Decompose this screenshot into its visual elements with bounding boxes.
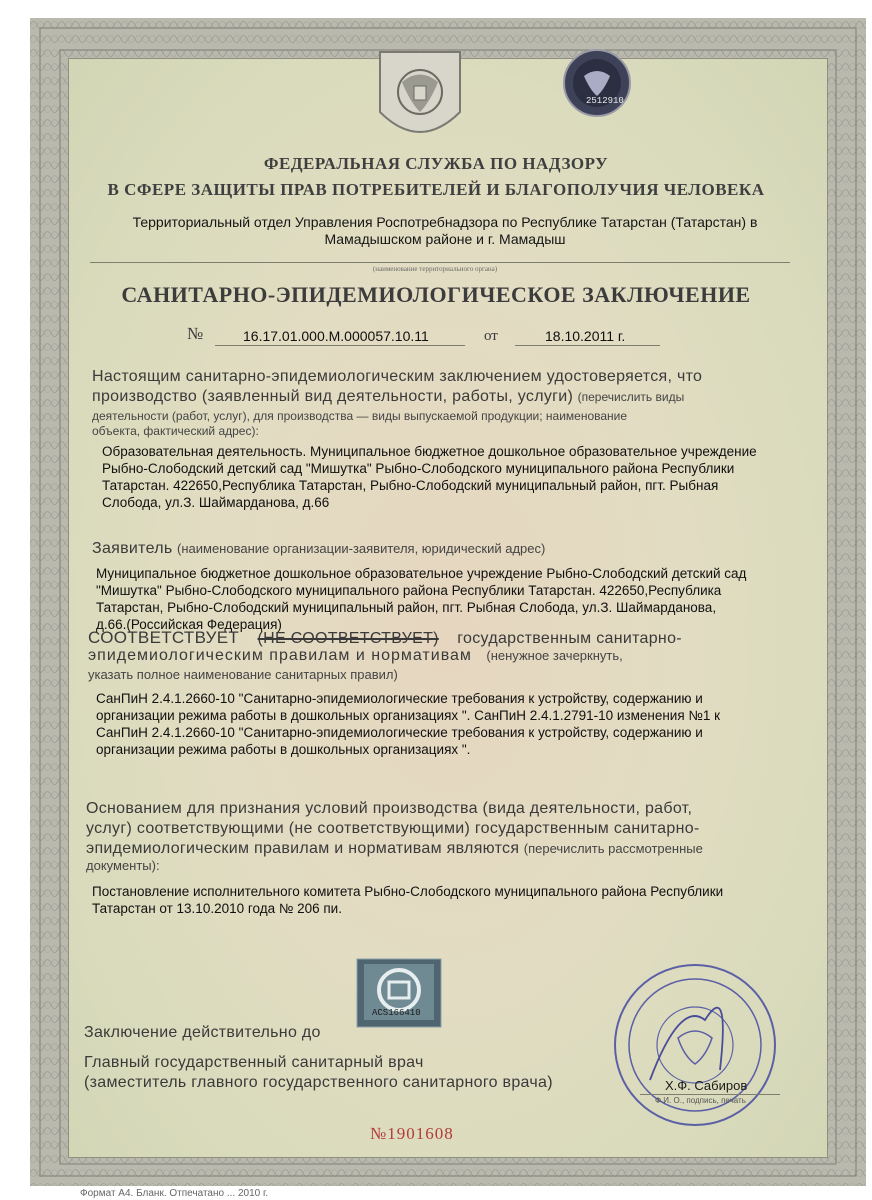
basis-doc-line-2: Татарстан от 13.10.2010 года № 206 пи.	[92, 901, 342, 916]
basis-line-3-note: (перечислить рассмотренные	[523, 841, 703, 856]
compliance-row	[88, 628, 682, 648]
activity-line-3: Татарстан. 422650,Республика Татарстан, Рыбно-Слободский муниципальный район, пгт. Рыбная	[102, 478, 719, 493]
date-underline	[515, 345, 660, 346]
applicant-label-note: (наименование организации-заявителя, юридический адрес)	[177, 541, 546, 556]
signer-caption: Ф.И. О., подпись, печать	[655, 1096, 746, 1105]
basis-line-1: Основанием для признания условий производства (вида деятельности, работ,	[86, 800, 693, 817]
serial-number: №1901608	[370, 1124, 454, 1143]
not-complies-struck: (НЕ СООТВЕТСТВУЕТ)	[257, 630, 439, 647]
hologram-sticker-code: ACS166410	[372, 1008, 421, 1018]
compliance-line-3: указать полное наименование санитарных правил)	[88, 667, 398, 682]
document-number: 16.17.01.000.М.000057.10.11	[243, 328, 429, 344]
doctor-line-2: (заместитель главного государственного санитарного врача)	[84, 1074, 553, 1091]
basis-line-4: документы):	[86, 858, 160, 873]
rules-line-3: СанПиН 2.4.1.2660-10 "Санитарно-эпидемиологические требования к устройству, содержанию и	[96, 725, 703, 740]
number-label: №	[187, 324, 204, 343]
certify-intro-line-2	[92, 388, 684, 406]
rules-line-4: организации режима работы в дошкольных организациях ".	[96, 742, 471, 757]
basis-doc-line-1: Постановление исполнительного комитета Рыбно-Слободского муниципального района Республики	[92, 884, 724, 899]
compliance-rest: государственным санитарно-	[457, 630, 682, 647]
compliance-line-2	[88, 647, 623, 665]
number-underline	[215, 345, 465, 346]
certify-intro-line-1: Настоящим санитарно-эпидемиологическим заключением удостоверяется, что	[92, 368, 703, 385]
activity-line-1: Образовательная деятельность. Муниципальное бюджетное дошкольное образовательное учреждение	[102, 444, 757, 459]
basis-line-3	[86, 840, 703, 858]
applicant-line-4: д.66.(Российская Федерация)	[96, 617, 282, 632]
compliance-line-2-note: (ненужное зачеркнуть,	[486, 648, 623, 663]
certify-intro-line-2-note: (перечислить виды	[577, 390, 685, 404]
applicant-label-row	[92, 540, 545, 558]
agency-line-2: В СФЕРЕ ЗАЩИТЫ ПРАВ ПОТРЕБИТЕЛЕЙ И БЛАГОПОЛУЧИЯ ЧЕЛОВЕКА	[107, 180, 765, 199]
doctor-line-1: Главный государственный санитарный врач	[84, 1054, 424, 1071]
territorial-underline	[90, 262, 790, 263]
rules-line-2: организации режима работы в дошкольных организациях ". СанПиН 2.4.1.2791-10 изменения №1 к	[96, 708, 721, 723]
applicant-line-3: Татарстан, Рыбно-Слободский муниципальный район, пгт. Рыбная Слобода, ул.З. Шаймарданова,	[96, 600, 717, 615]
applicant-label: Заявитель	[92, 540, 173, 557]
territorial-line-1: Территориальный отдел Управления Роспотребнадзора по Республике Татарстан (Татарстан) в	[132, 214, 758, 230]
activity-line-2: Рыбно-Слободский детский сад "Мишутка" Рыбно-Слободского муниципального района Республики	[102, 461, 735, 476]
document-date: 18.10.2011 г.	[545, 328, 626, 344]
bottom-strip: Формат А4. Бланк. Отпечатано ... 2010 г.	[80, 1188, 269, 1199]
russian-emblem-icon	[370, 42, 470, 152]
certify-intro-line-4: объекта, фактический адрес):	[92, 424, 259, 438]
complies-text: СООТВЕТСТВУЕТ	[88, 628, 240, 647]
territorial-caption: (наименование территориального органа)	[372, 265, 498, 273]
basis-line-3-main: эпидемиологическим правилам и нормативам являются	[86, 840, 520, 857]
applicant-line-2: "Мишутка" Рыбно-Слободского муниципального района Республики Татарстан. 422650,Республика	[96, 583, 722, 598]
signature-underline	[640, 1094, 780, 1095]
applicant-line-1: Муниципальное бюджетное дошкольное образовательное учреждение Рыбно-Слободский детский сад	[96, 566, 747, 581]
valid-until-label: Заключение действительно до	[84, 1024, 321, 1041]
signer-name: Х.Ф. Сабиров	[665, 1078, 748, 1093]
territorial-line-2: Мамадышском районе и г. Мамадыш	[324, 231, 566, 247]
certify-intro-line-2-main: производство (заявленный вид деятельности, работы, услуги)	[92, 388, 574, 405]
document-title: САНИТАРНО-ЭПИДЕМИОЛОГИЧЕСКОЕ ЗАКЛЮЧЕНИЕ	[121, 282, 751, 307]
activity-line-4: Слобода, ул.З. Шаймарданова, д.66	[102, 495, 330, 510]
compliance-line-2-main: эпидемиологическим правилам и нормативам	[88, 647, 472, 664]
date-label: от	[484, 328, 498, 344]
rules-line-1: СанПиН 2.4.1.2660-10 "Санитарно-эпидемиологические требования к устройству, содержанию и	[96, 691, 703, 706]
certify-intro-line-3: деятельности (работ, услуг), для производства — виды выпускаемой продукции; наименование	[92, 409, 628, 423]
basis-line-2: услуг) соответствующими (не соответствующими) государственным санитарно-	[86, 820, 700, 837]
hologram-seal-icon	[562, 48, 632, 118]
hologram-code: 2512910	[586, 96, 624, 106]
agency-line-1: ФЕДЕРАЛЬНАЯ СЛУЖБА ПО НАДЗОРУ	[263, 154, 609, 173]
